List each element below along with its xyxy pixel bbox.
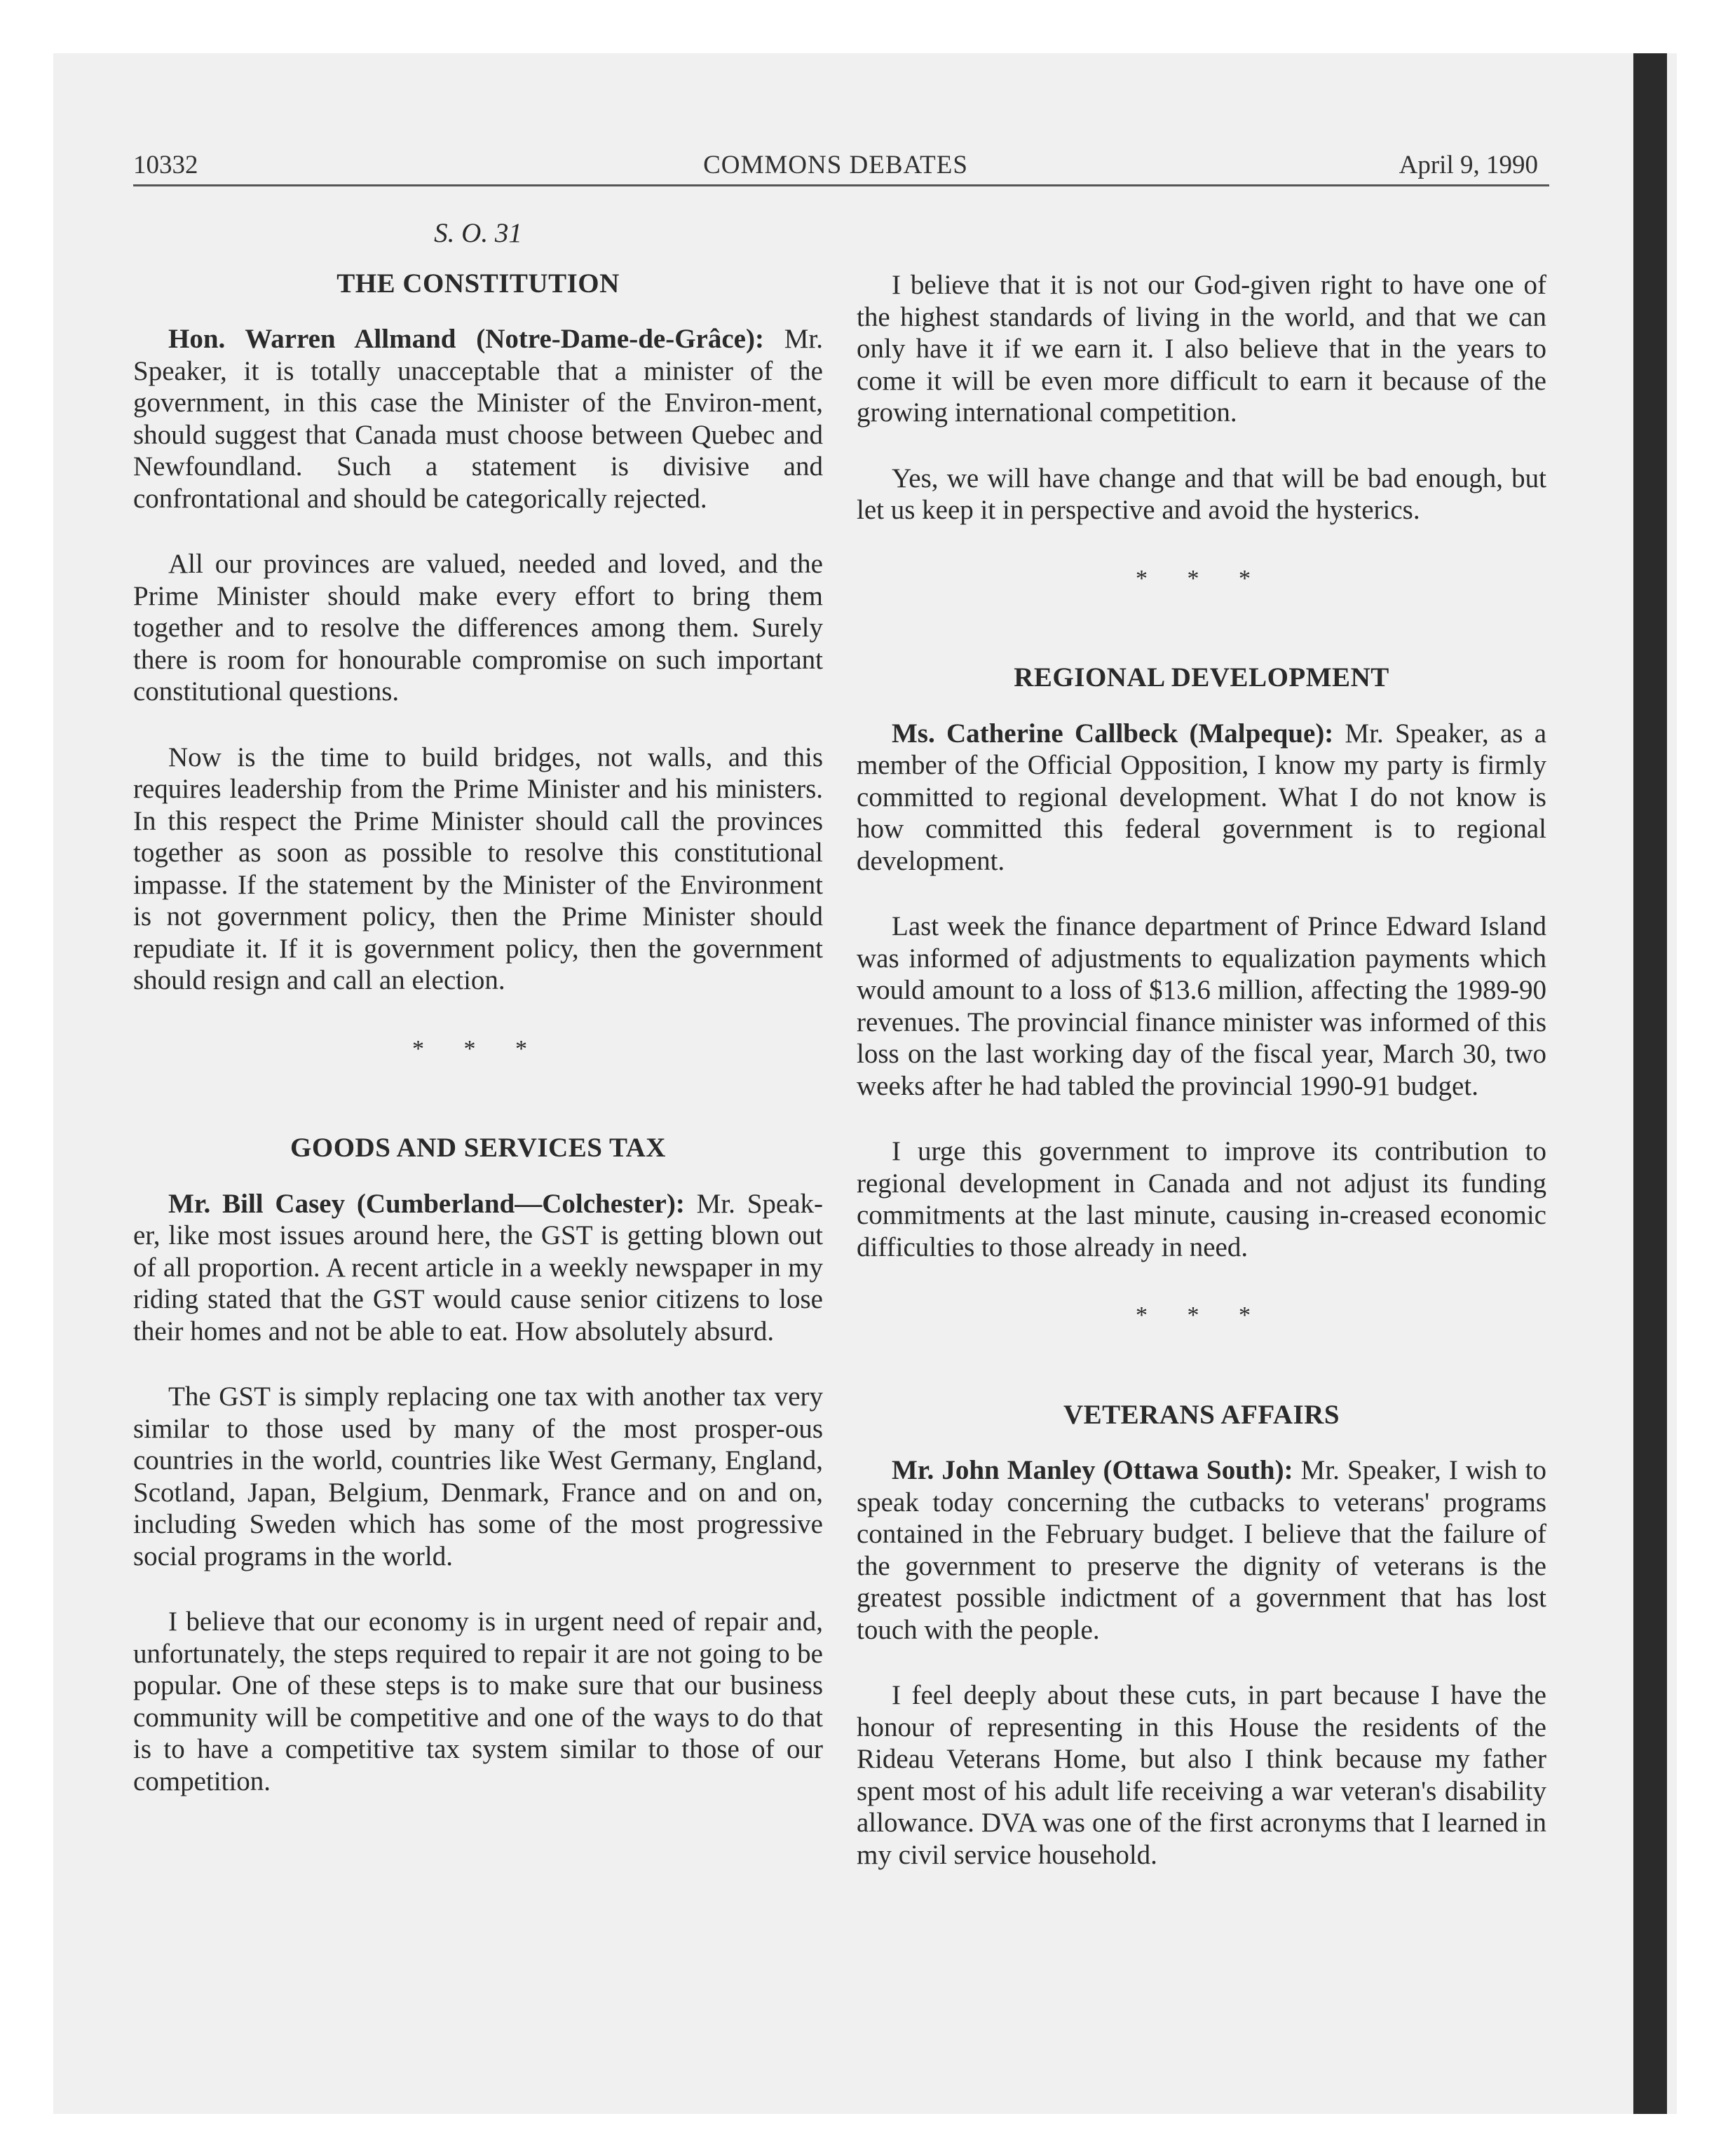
paragraph: I feel deeply about these cuts, in part because I have the honour of representing in this House the residents of the Rideau Veterans Home, but also I think because my father spent most of his adult life receiving a war veteran's disability allowance. DVA was one of the first acronyms that I learned in my civil service household.: [857, 1680, 1546, 1870]
speaker-name: Hon. Warren Allmand (Notre-Dame-de-Grâce):: [168, 324, 764, 354]
paragraph-text: Mr. Speaker, it is totally unacceptable that a minister of the government, in this case the Minister of the Environ-ment, should suggest that Canada must choose between Quebec and Newfoundland. Such a statement is divisive and confrontational and should be categorically rejected.: [133, 324, 823, 514]
section-separator: * * *: [1136, 565, 1267, 592]
paragraph-text: Mr. Speak-er, like most issues around here, the GST is getting blown out of all proportion. A recent article in a weekly newspaper in my riding stated that the GST would cause senior citizens to lose their homes and not be able to eat. How absolutely absurd.: [133, 1188, 824, 1346]
section-heading-regional-development: REGIONAL DEVELOPMENT: [1014, 662, 1389, 692]
paragraph: I urge this government to improve its contribution to regional development in Canada and not adjust its funding commitments at the last minute, causing in-creased economic difficulties to those already in need.: [857, 1136, 1546, 1262]
paragraph: [857, 1454, 1546, 1646]
page-header: [133, 144, 1538, 186]
paragraph: Yes, we will have change and that will be bad enough, but let us keep it in perspective and avoid the hysterics.: [857, 463, 1546, 525]
page-edge-shadow: [1633, 53, 1667, 2114]
paragraph-text: Mr. Speaker, as a member of the Official Opposition, I know my party is firmly committed to regional development. What I do not know is how committed this federal government is to regional development.: [857, 718, 1547, 876]
paragraph: Last week the finance department of Prince Edward Island was informed of adjustments to equalization payments which would amount to a loss of $13.6 million, affecting the 1989-90 revenues. The provincial finance minister was informed of this loss on the last working day of the fiscal year, March 30, two weeks after he had tabled the provincial 1990-91 budget.: [857, 911, 1546, 1101]
journal-title: COMMONS DEBATES: [703, 151, 968, 179]
section-separator: * * *: [412, 1035, 544, 1062]
paragraph: The GST is simply replacing one tax with another tax very similar to those used by many of the most prosper-ous countries in the world, countries like West Germany, England, Scotland, Japan, Belgium, Denmark, France and on and on, including Sweden which has some of the most progressive social programs in the world.: [133, 1381, 823, 1571]
paragraph: [133, 1188, 823, 1348]
issue-date: April 9, 1990: [1399, 151, 1538, 179]
paragraph: I believe that our economy is in urgent need of repair and, unfortunately, the steps required to repair it are not going to be popular. One of these steps is to make sure that our business community will be competitive and one of the ways to do that is to have a competitive tax system similar to those of our competition.: [133, 1606, 823, 1796]
paragraph: All our provinces are valued, needed and loved, and the Prime Minister should make every effort to bring them together and to resolve the differences among them. Surely there is room for honourable compromise on such important constitutional questions.: [133, 549, 823, 707]
page-number: 10332: [133, 151, 198, 179]
paragraph: [857, 718, 1546, 878]
speaker-name: Mr. John Manley (Ottawa South):: [892, 1455, 1293, 1485]
right-column: [857, 269, 1546, 1904]
section-heading-gst: GOODS AND SERVICES TAX: [290, 1133, 666, 1163]
paragraph: [133, 323, 823, 514]
section-heading-constitution: THE CONSTITUTION: [336, 268, 620, 299]
speaker-name: Mr. Bill Casey (Cumberland—Colchester):: [168, 1188, 685, 1219]
standing-order-label: S. O. 31: [434, 218, 522, 248]
section-separator: * * *: [1136, 1302, 1267, 1328]
header-rule: [133, 184, 1549, 186]
speaker-name: Ms. Catherine Callbeck (Malpeque):: [892, 718, 1334, 749]
section-heading-veterans-affairs: VETERANS AFFAIRS: [1063, 1399, 1340, 1430]
paragraph: I believe that it is not our God-given right to have one of the highest standards of living in the world, and that we can only have it if we earn it. I also believe that in the years to come it will be even more difficult to earn it because of the growing international competition.: [857, 270, 1546, 428]
left-column: [133, 217, 823, 1831]
paragraph-text: Mr. Speaker, I wish to speak today concerning the cutbacks to veterans' programs contained in the February budget. I believe that the failure of the government to preserve the dignity of veterans is the greatest possible indictment of a government that has lost touch with the people.: [857, 1455, 1547, 1645]
paragraph: Now is the time to build bridges, not walls, and this requires leadership from the Prime Minister and his ministers. In this respect the Prime Minister should call the provinces together as soon as possible to resolve this constitutional impasse. If the statement by the Minister of the Environment is not government policy, then the Prime Minister should repudiate it. If it is government policy, then the government should resign and call an election.: [133, 742, 823, 995]
